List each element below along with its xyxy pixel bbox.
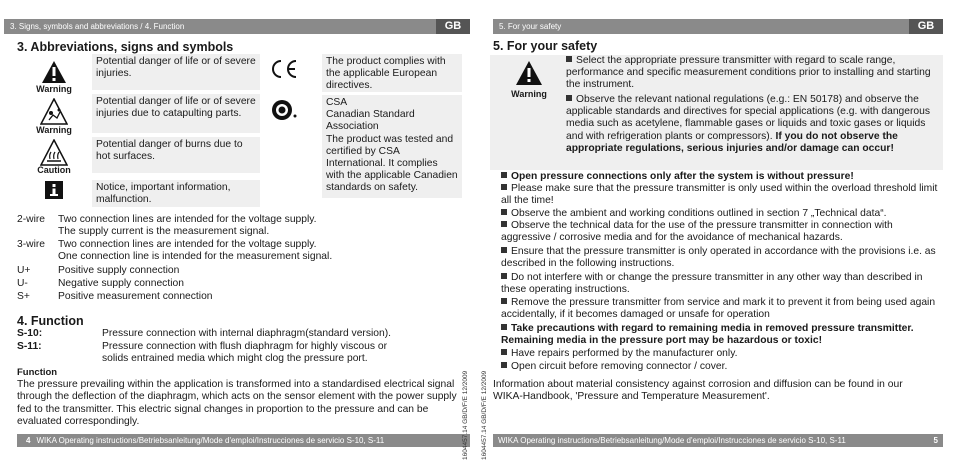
- section4-title: 4. Function: [17, 314, 84, 328]
- safety-bullet: Open circuit before removing connector / cover.: [501, 361, 941, 373]
- left-header: [4, 19, 470, 34]
- safety-warning-symbol: [506, 60, 552, 99]
- abbreviation-row: 2-wire Two connection lines are intended for the voltage supply. The supply current is the measurement signal.: [17, 214, 317, 238]
- bullet-square-icon: [501, 247, 507, 253]
- right-footer-text: WIKA Operating instructions/Betriebsanleitung/Mode d'emploi/Instrucciones de servicio S-10, S-11: [498, 436, 846, 445]
- warning-item: Select the appropriate pressure transmitter with regard to scale range, performance and specific measurement conditions prior to installing and starting the instrument.: [566, 55, 931, 91]
- bullet-square-icon: [501, 362, 507, 368]
- hot-surface-icon: [40, 139, 68, 167]
- warning-triangle-icon: [515, 60, 543, 86]
- catapulting-parts-icon: [40, 98, 68, 126]
- right-header: [493, 19, 943, 34]
- bullet-square-icon: [501, 172, 507, 178]
- left-header-text: 3. Signs, symbols and abbreviations / 4. Function: [10, 22, 185, 31]
- bullet-square-icon: [566, 56, 572, 62]
- abbreviation-row: U- Negative supply connection: [17, 278, 184, 289]
- safety-bullet: Remove the pressure transmitter from service and mark it to prevent it from being used again accidentally, if it becomes damaged or unsafe for operation: [501, 297, 936, 321]
- symbol-warning-1: [34, 60, 74, 94]
- bullet-square-icon: [501, 184, 507, 190]
- right-header-text: 5. For your safety: [499, 22, 562, 31]
- bullet-square-icon: [501, 221, 507, 227]
- ce-mark-text: The product complies with the applicable European directives.: [322, 54, 462, 92]
- symbol-text: Potential danger of burns due to hot surfaces.: [92, 137, 260, 173]
- symbol-caption: Warning: [36, 84, 72, 94]
- symbol-text: Notice, important information, malfunction.: [92, 180, 260, 207]
- left-side-code: 1604457.14 GB/D/F/E 12/2009: [462, 370, 469, 460]
- ce-mark-icon: [268, 58, 300, 80]
- function-row: S-11: Pressure connection with flush diaphragm for highly viscous or solids entrained media which might clog the pressure port.: [17, 341, 388, 365]
- left-footer-text: WIKA Operating instructions/Betriebsanleitung/Mode d'emploi/Instrucciones de servicio S-10, S-11: [36, 436, 385, 445]
- csa-mark-text: CSA Canadian Standard Association The product was tested and certified by CSA International. It complies with the applicable Canadien standards on safety.: [322, 95, 462, 198]
- abbreviation-row: U+ Positive supply connection: [17, 265, 180, 276]
- right-side-code: 1604457.14 GB/D/F/E 12/2009: [481, 370, 488, 460]
- csa-mark-icon: [270, 98, 298, 124]
- safety-bullet: Open pressure connections only after the system is without pressure!: [501, 171, 941, 183]
- section5-title: 5. For your safety: [493, 39, 598, 53]
- right-page: [493, 0, 954, 471]
- symbol-info: [34, 181, 74, 201]
- info-icon: [45, 181, 63, 199]
- function-subtitle: Function: [17, 367, 58, 378]
- bullet-square-icon: [501, 298, 507, 304]
- right-footer: [493, 434, 943, 447]
- ce-mark: [268, 58, 300, 85]
- bullet-square-icon: [501, 349, 507, 355]
- warning-item: Observe the relevant national regulations (e.g.: EN 50178) and observe the applicable standards and directives for special applications (e.g. with dangerous media such as acetylene, flammable gases or liquids and toxic gases or liquids and with refrigeration plants or compressors). If you do not observe the appropriate regulations, serious injuries and/or damage can occur!: [566, 94, 931, 154]
- closing-text: Information about material consistency against corrosion and diffusion can be found in our WIKA-Handbook, 'Pressure and Temperature Measurement'.: [493, 379, 903, 403]
- bullet-square-icon: [501, 209, 507, 215]
- csa-mark: [270, 98, 298, 129]
- abbreviation-row: 3-wire Two connection lines are intended for the voltage supply. One connection line is intended for the measurement signal.: [17, 239, 333, 263]
- bullet-square-icon: [566, 95, 572, 101]
- left-page: [0, 0, 470, 471]
- bullet-square-icon: [501, 324, 507, 330]
- function-row: S-10: Pressure connection with internal diaphragm(standard version).: [17, 328, 392, 339]
- symbol-text: Potential danger of life or of severe injuries due to catapulting parts.: [92, 94, 260, 133]
- right-page-number: 5: [933, 436, 938, 445]
- abbreviation-row: S+ Positive measurement connection: [17, 291, 213, 302]
- symbol-warning-2: [34, 98, 74, 135]
- symbol-text: Potential danger of life or of severe injuries.: [92, 54, 260, 90]
- function-description: The pressure prevailing within the application is transformed into a standardised electrical signal through the deflection of the diaphragm, which acts on the sensor element with the power supply fed to the transmitter. This electric signal changes in proportion to the pressure and can be evaluated correspondingly.: [17, 379, 457, 427]
- safety-bullet: Observe the ambient and working conditions outlined in section 7 „Technical data“.: [501, 208, 941, 220]
- left-footer: [17, 434, 470, 447]
- safety-bullet: Take precautions with regard to remaining media in removed pressure transmitter. Remaining media in the pressure port may be hazardous or toxic!: [501, 323, 914, 347]
- safety-bullet: Please make sure that the pressure transmitter is only used within the overload threshold limit all the time!: [501, 183, 938, 207]
- warning-triangle-icon: [41, 60, 67, 84]
- bullet-square-icon: [501, 273, 507, 279]
- symbol-caption: Warning: [36, 125, 72, 135]
- safety-bullet: Ensure that the pressure transmitter is only operated in accordance with the provisions i.e. as described in the following instructions.: [501, 246, 936, 270]
- section3-title: 3. Abbreviations, signs and symbols: [17, 40, 234, 54]
- left-language-badge: GB: [436, 19, 470, 34]
- warning-caption: Warning: [511, 89, 547, 99]
- left-page-number: 4: [26, 436, 31, 445]
- symbol-caption: Caution: [37, 165, 71, 175]
- right-language-badge: GB: [909, 19, 943, 34]
- safety-bullet: Have repairs performed by the manufacturer only.: [501, 348, 941, 360]
- symbol-caution: [34, 139, 74, 175]
- safety-bullet: Do not interfere with or change the pressure transmitter in any other way than described in these operating instructions.: [501, 272, 923, 296]
- safety-bullet: Observe the technical data for the use of the pressure transmitter in connection with aggressive / corrosive media and for the avoidance of mechanical hazards.: [501, 220, 893, 244]
